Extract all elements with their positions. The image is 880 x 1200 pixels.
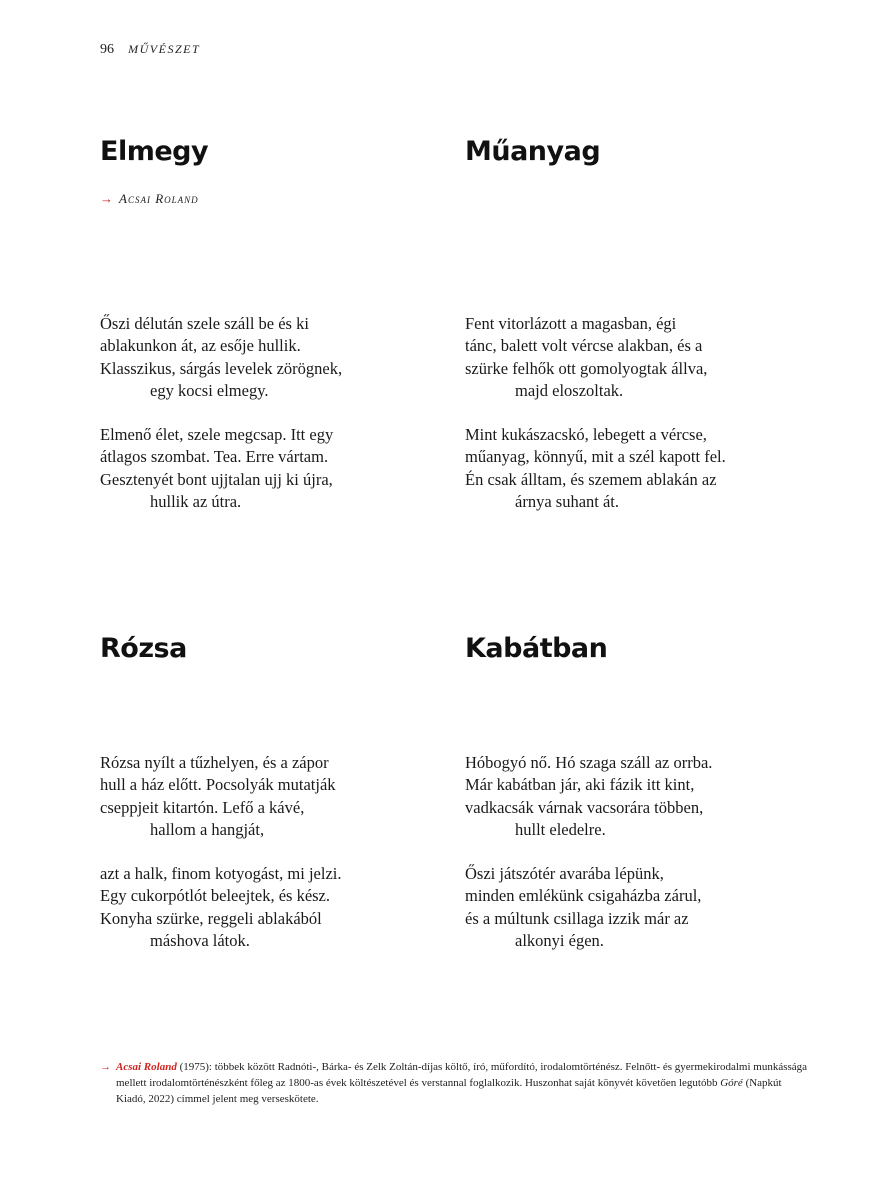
footnote-author: Acsai Roland bbox=[116, 1061, 177, 1073]
poem-line: hullt eledelre. bbox=[515, 819, 606, 839]
poem-line: szürke felhők ott gomolyogtak állva, bbox=[465, 358, 708, 378]
stanza bbox=[100, 863, 341, 952]
poem-line: Klasszikus, sárgás levelek zörögnek, bbox=[100, 358, 343, 378]
poem-line: tánc, balett volt vércse alakban, és a bbox=[465, 336, 703, 356]
poem-line: Én csak álltam, és szemem ablakán az bbox=[465, 469, 717, 489]
poem-title: Műanyag bbox=[465, 136, 601, 167]
poem-muanyag bbox=[465, 136, 765, 167]
arrow-icon: → bbox=[100, 191, 114, 206]
poem-line: hallom a hangját, bbox=[150, 819, 265, 839]
poem-line: azt a halk, finom kotyogást, mi jelzi. bbox=[100, 864, 342, 883]
poem-line: egy kocsi elmegy. bbox=[150, 380, 269, 400]
poem-line: cseppjeit kitartón. Lefő a kávé, bbox=[100, 797, 305, 817]
stanza bbox=[465, 863, 701, 952]
poem-kabatban bbox=[465, 633, 765, 664]
poem-line: Gesztenyét bont ujjtalan ujj ki újra, bbox=[100, 469, 333, 489]
poem-line: Őszi délután szele száll be és ki bbox=[100, 314, 309, 333]
poem-rozsa bbox=[100, 633, 400, 664]
stanza bbox=[100, 313, 342, 402]
page-header bbox=[100, 42, 200, 58]
page-number: 96 bbox=[100, 42, 114, 57]
author-footnote bbox=[100, 1059, 812, 1107]
poem-line: máshova látok. bbox=[150, 930, 250, 950]
poem-line: átlagos szombat. Tea. Erre vártam. bbox=[100, 447, 329, 467]
stanza bbox=[100, 424, 333, 513]
poem-line: Hóbogyó nő. Hó szaga száll az orrba. bbox=[465, 753, 713, 772]
poem-line: Konyha szürke, reggeli ablakából bbox=[100, 908, 322, 928]
footnote-text: (Napkút Kiadó, 2022) címmel jelent meg verseskötete. bbox=[116, 1077, 782, 1105]
stanza bbox=[465, 424, 726, 513]
poem-line: hullik az útra. bbox=[150, 491, 242, 511]
poem-line: Egy cukorpótlót beleejtek, és kész. bbox=[100, 886, 331, 906]
poem-line: Már kabátban jár, aki fázik itt kint, bbox=[465, 775, 695, 795]
poem-line: alkonyi égen. bbox=[515, 930, 604, 950]
poem-title: Rózsa bbox=[100, 633, 187, 664]
stanza bbox=[100, 752, 336, 841]
stanza bbox=[465, 752, 712, 841]
section-name: MŰVÉSZET bbox=[128, 42, 201, 56]
poem-line: vadkacsák várnak vacsorára többen, bbox=[465, 797, 704, 817]
poem-line: minden emlékünk csigaházba zárul, bbox=[465, 886, 702, 906]
footnote-text: (1975): többek között Radnóti-, Bárka- és Zelk Zoltán-díjas költő, író, műfordító, irodalomtörténész. Felnőtt- és gyermekirodalmi munkássága mellett irodalomtörténészként főleg az 1800-as évek költészetével és verstannal foglalkozik. Huszonhat saját könyvét követően legutóbb bbox=[116, 1061, 808, 1089]
poem-elmegy bbox=[100, 136, 400, 167]
poem-line: Fent vitorlázott a magasban, égi bbox=[465, 314, 677, 333]
poem-line: és a múltunk csillaga izzik már az bbox=[465, 908, 689, 928]
footnote-book-title: Góré bbox=[720, 1077, 743, 1089]
author-name: Acsai Roland bbox=[119, 191, 199, 206]
poem-title: Elmegy bbox=[100, 136, 209, 167]
poem-line: hull a ház előtt. Pocsolyák mutatják bbox=[100, 775, 336, 795]
poem-line: Őszi játszótér avarába lépünk, bbox=[465, 864, 664, 883]
poem-line: Elmenő élet, szele megcsap. Itt egy bbox=[100, 425, 334, 444]
poem-line: műanyag, könnyű, mit a szél kapott fel. bbox=[465, 447, 726, 467]
poem-line: Rózsa nyílt a tűzhelyen, és a zápor bbox=[100, 753, 329, 772]
author-byline bbox=[100, 191, 199, 207]
stanza bbox=[465, 313, 707, 402]
arrow-icon: → bbox=[100, 1061, 111, 1073]
poem-line: árnya suhant át. bbox=[515, 491, 620, 511]
poem-title: Kabátban bbox=[465, 633, 608, 664]
poem-line: majd eloszoltak. bbox=[515, 380, 624, 400]
poem-line: Mint kukászacskó, lebegett a vércse, bbox=[465, 425, 707, 444]
poem-line: ablakunkon át, az esője hullik. bbox=[100, 336, 301, 356]
